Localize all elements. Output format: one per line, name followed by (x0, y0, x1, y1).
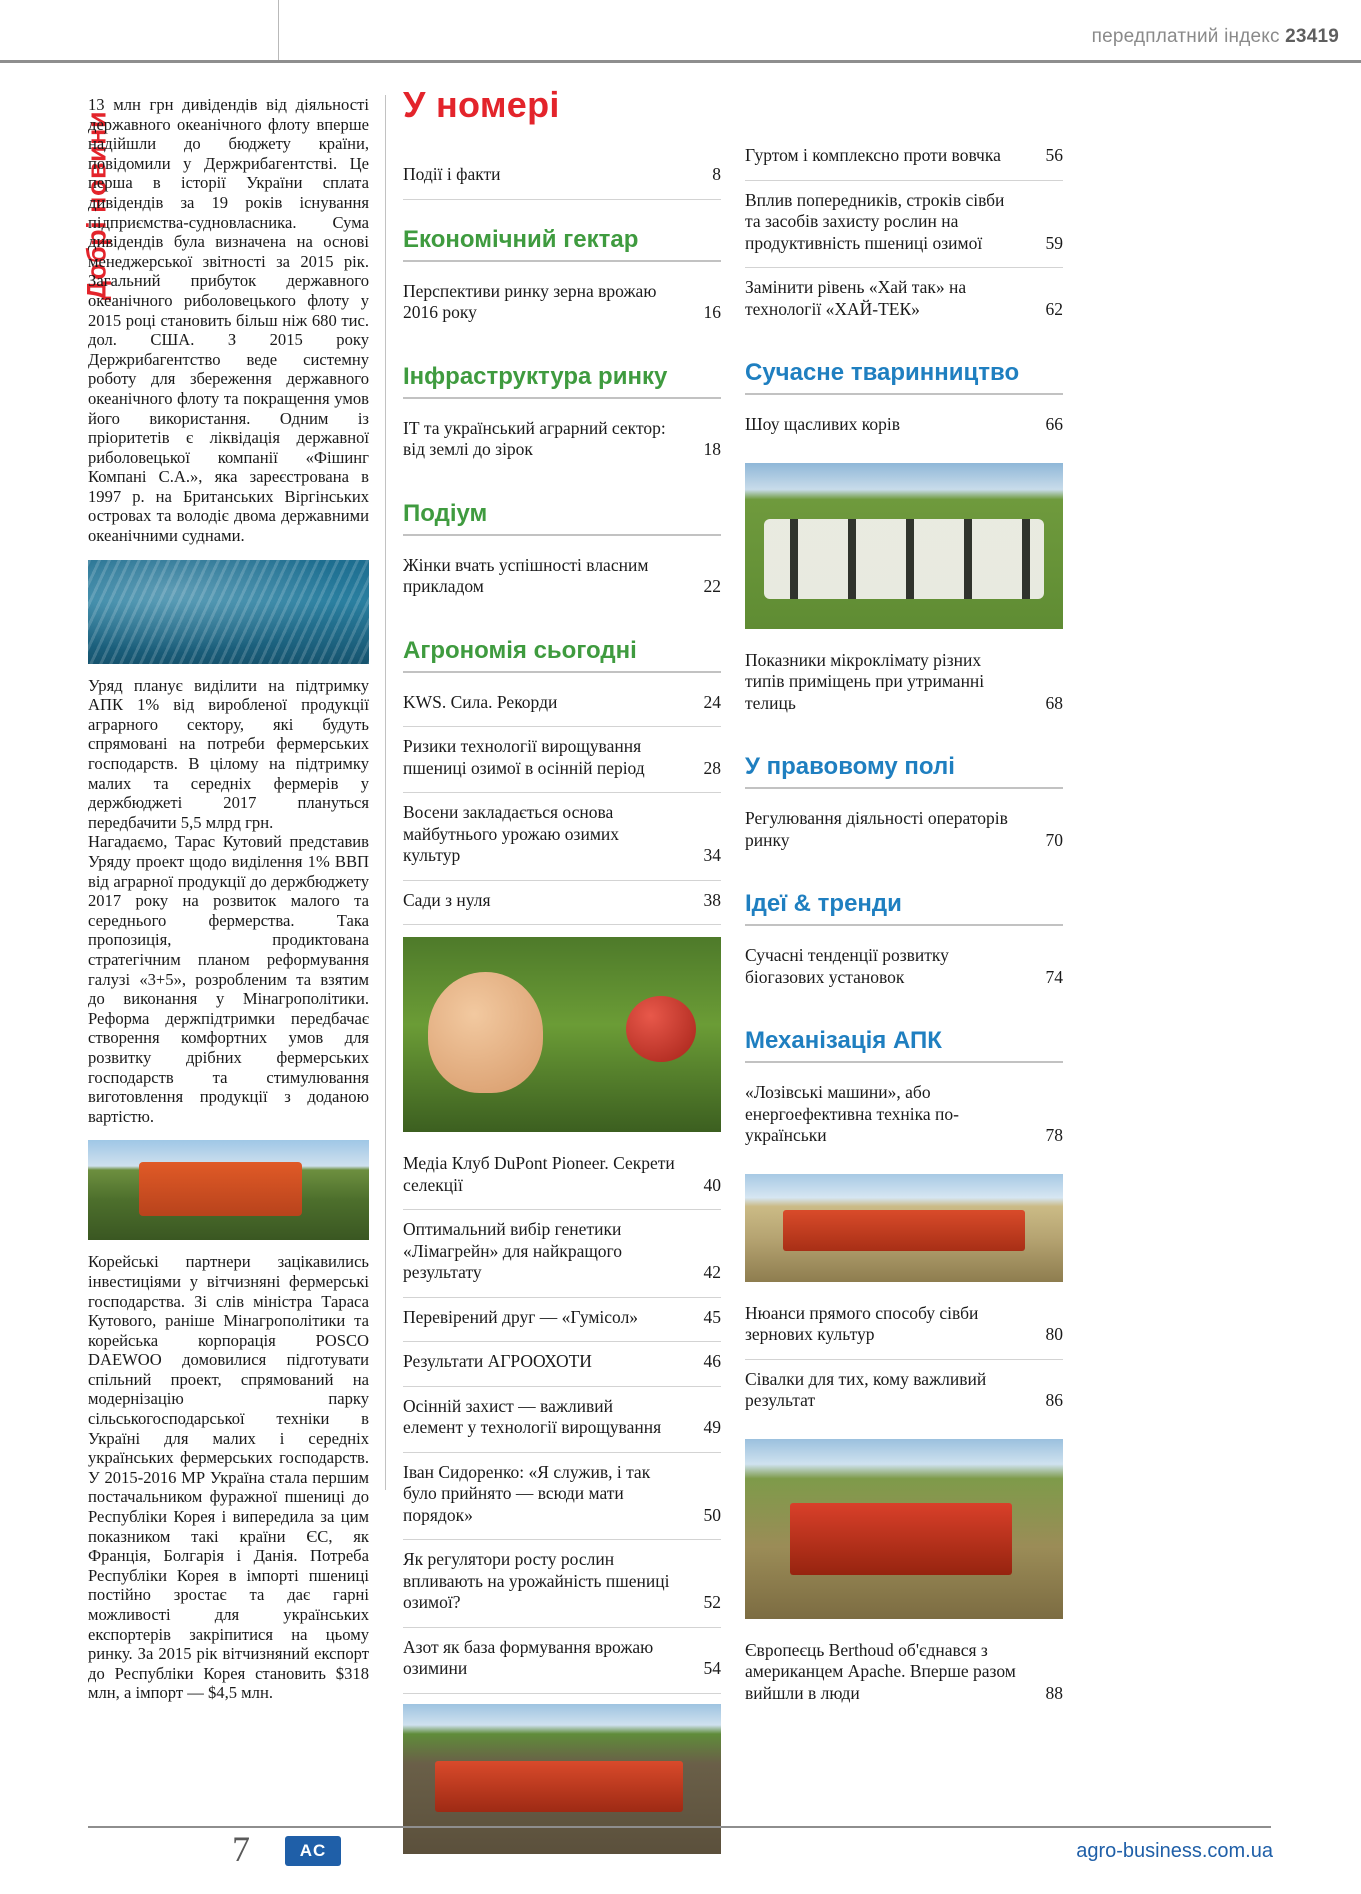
toc-entry-title: Гуртом і комплексно проти вовчка (745, 145, 1001, 165)
toc-entry-page: 88 (1045, 1682, 1063, 1703)
toc-entry-page: 78 (1045, 1125, 1063, 1145)
toc-entry-title: KWS. Сила. Рекорди (403, 691, 558, 712)
section-rule (745, 393, 1063, 395)
toc-entry-title: Азот як база формування врожаю озимини (403, 1636, 654, 1678)
toc-entry[interactable] (403, 1342, 721, 1387)
toc-entry-page: 38 (703, 889, 721, 910)
toc-entry[interactable] (403, 1453, 721, 1541)
toc-entry-title: Результати АГРООХОТИ (403, 1351, 592, 1371)
toc-entry-page: 8 (712, 164, 721, 184)
cows-show-photo (745, 463, 1063, 629)
seeder-in-field-photo (745, 1439, 1063, 1619)
subscription-label: передплатний індекс (1091, 26, 1280, 47)
toc-section-heading: Механізація АПК (745, 1027, 942, 1054)
toc-section-heading: Економічний гектар (403, 225, 639, 253)
section-rule (403, 534, 721, 536)
toc-entry-title: ІТ та український аграрний сектор: від землі до зірок (403, 417, 666, 459)
contents-column-right (745, 145, 1063, 1717)
toc-entry-title: Європеєць Berthoud об'єднався з американцем Apache. Вперше разом вийшли в люди (745, 1639, 1016, 1703)
school-of-fish-photo (88, 560, 369, 664)
toc-entry-title: Перевірений друг — «Гумісол» (403, 1306, 639, 1327)
toc-entry[interactable] (403, 1144, 721, 1210)
contents-title: У номері (403, 84, 560, 125)
toc-entry-page: 16 (703, 302, 721, 322)
toc-entry[interactable] (403, 1540, 721, 1628)
news-paragraph-1: 13 млн грн дивідендів від діяльності державного океанічного флоту вперше надійшли до бюджету країни, повідомили у Держрибагентстві. Це перша в історії України сплата дивідендів за 19 років існування підприємства-судновласника. Сума дивідендів була визначена на основі менеджерської звітності за 2015 рік. Загальний прибуток державного океанічного риболовецького флоту у 2015 році становить більш ніж 680 тис. дол. США. З 2015 року Держрибагентство веде системну роботу для збереження державного океанічного флоту та покращення умов його використання. Одним із пріоритетів є ліквідація державної риболовецької компанії «Фішинг Компані С.А.», яка зареєстрована в 1997 р. на Британських Віргінських островах та володіє двома державними океанічними суднами. (88, 95, 369, 546)
header-divider-vertical (278, 0, 279, 60)
toc-entry-title: Іван Сидоренко: «Я служив, і так було прийнято — всюди мати порядок» (403, 1461, 651, 1525)
news-column (88, 95, 369, 1703)
toc-entry-page: 66 (1045, 414, 1063, 434)
toc-entry[interactable] (403, 793, 721, 881)
toc-entry-title: Сівалки для тих, кому важливий результат (745, 1368, 987, 1410)
section-rule (745, 787, 1063, 789)
toc-entry-title: Регулювання діяльності операторів ринку (745, 808, 1008, 850)
website-link[interactable]: agro-business.com.ua (1076, 1840, 1273, 1862)
toc-section-heading: Агрономія сьогодні (403, 636, 637, 664)
column-divider (385, 95, 386, 1490)
toc-entry-title: Показники мікроклімату різних типів приміщень при утриманні телиць (745, 649, 985, 713)
toc-entry-title: Восени закладається основа майбутнього урожаю озимих культур (403, 802, 620, 865)
toc-section-heading: Сучасне тваринництво (745, 359, 1020, 386)
section-label-good-news: Добрі новини (81, 110, 112, 301)
section-rule (745, 924, 1063, 926)
section-rule (745, 1061, 1063, 1063)
page-number: 7 (232, 1829, 250, 1869)
toc-entry[interactable] (403, 164, 721, 200)
toc-entry-page: 86 (1045, 1390, 1063, 1410)
toc-entry-title: Ризики технології вирощування пшениці озимої в осінній період (403, 736, 645, 778)
toc-entry[interactable] (745, 1073, 1063, 1160)
toc-entry[interactable] (403, 1298, 721, 1343)
toc-entry[interactable] (745, 641, 1063, 728)
toc-entry[interactable] (403, 1628, 721, 1694)
footer-rule (88, 1826, 1271, 1828)
toc-entry[interactable] (403, 409, 721, 474)
toc-entry[interactable] (403, 727, 721, 793)
toc-entry-title: Нюанси прямого способу сівби зернових культур (745, 1302, 979, 1344)
toc-entry-title: «Лозівські машини», або енергоефективна техніка по-українськи (745, 1082, 959, 1145)
toc-entry-title: Події і факти (403, 164, 501, 184)
toc-entry[interactable] (745, 1360, 1063, 1425)
toc-entry-title: Жінки вчать успішності власним прикладом (403, 554, 649, 596)
subscription-number: 23419 (1285, 26, 1339, 47)
header-rule-left (0, 60, 278, 63)
toc-entry[interactable] (403, 272, 721, 337)
girl-with-apples-photo (403, 937, 721, 1132)
toc-entry-page: 59 (1045, 232, 1063, 253)
contents-column-left (403, 84, 721, 1866)
tractor-in-field-photo (88, 1140, 369, 1240)
toc-entry-page: 34 (703, 845, 721, 865)
toc-entry-title: Сади з нуля (403, 889, 491, 910)
toc-entry[interactable] (403, 683, 721, 728)
section-rule (403, 397, 721, 399)
toc-entry-page: 42 (703, 1262, 721, 1282)
toc-entry[interactable] (745, 1631, 1063, 1718)
toc-entry-title: Замінити рівень «Хай так» на технології «ХАЙ-ТЕК» (745, 277, 967, 319)
toc-entry-page: 45 (703, 1306, 721, 1327)
toc-entry-title: Перспективи ринку зерна врожаю 2016 року (403, 280, 657, 322)
toc-entry-page: 80 (1045, 1324, 1063, 1344)
toc-entry-page: 54 (703, 1658, 721, 1678)
toc-entry[interactable] (745, 799, 1063, 864)
toc-entry-page: 50 (703, 1504, 721, 1525)
toc-entry-page: 68 (1045, 692, 1063, 713)
toc-entry-page: 28 (703, 757, 721, 778)
toc-entry-page: 56 (1045, 145, 1063, 165)
toc-section-heading: Інфраструктура ринку (403, 362, 668, 390)
toc-entry-page: 40 (703, 1174, 721, 1195)
toc-entry[interactable] (745, 1294, 1063, 1360)
news-paragraph-2: Уряд планує виділити на підтримку АПК 1% від виробленої продукції аграрного сектору, які будуть спрямовані на потреби фермерських господарств. В цілому на підтримку малих та середніх фермерів у держбюджеті 2017 плануться передбачити 5,5 млрд грн. (88, 675, 369, 832)
toc-entry-page: 52 (703, 1592, 721, 1612)
news-paragraph-4: Корейські партнери зацікавились інвестиціями у вітчизняні фермерські господарства. Зі слів міністра Тараса Кутового, раніше Мінагрополітики та корейська корпорація POSCO DAEWOO домовилися підготувати спільний проект, спрямований на модернізацію парку сільськогосподарської техніки в Україні для малих і середніх українських фермерських господарств. У 2015-2016 МР Україна стала першим постачальником фуражної пшениці до Республіки Корея і випередила за цим показником такі країни ЄС, як Франція, Болгарія і Данія. Потреба Республіки Корея в імпорті пшениці постійно зростає та дає гарні можливості для українських експортерів закріпитися на цьому ринку. За 2015 рік вітчизняний експорт до Республіки Корея становить $318 млн, а імпорт — $4,5 млн. (88, 1252, 369, 1703)
toc-section-heading: Ідеї & тренди (745, 890, 902, 917)
toc-entry-title: Медіа Клуб DuPont Pioneer. Секрети селекції (403, 1153, 675, 1195)
toc-entry[interactable] (745, 405, 1063, 449)
toc-entry[interactable] (403, 1210, 721, 1298)
header-rule-main (278, 60, 1361, 63)
toc-entry[interactable] (745, 181, 1063, 269)
news-paragraph-3: Нагадаємо, Тарас Кутовий представив Уряду проект щодо виділення 1% ВВП від аграрної продукції до держбюджету 2017 року на розвиток малого та середнього фермерства. Така пропозиція, продиктована стратегічним планом реформування галузі «3+5», розробленим та взятим до виконання у Мінагрополітики. Реформа держпідтримки передбачає створення комфортних умов для розвитку дрібних фермерських господарств та стимулювання виготовлення продукції з доданою вартістю. (88, 832, 369, 1126)
toc-entry-page: 62 (1045, 298, 1063, 319)
section-rule (403, 260, 721, 262)
toc-entry-page: 46 (703, 1351, 721, 1371)
toc-entry[interactable] (403, 546, 721, 611)
toc-entry[interactable] (403, 1387, 721, 1453)
toc-entry-page: 49 (703, 1417, 721, 1437)
toc-entry[interactable] (745, 936, 1063, 1001)
section-rule (403, 671, 721, 673)
toc-entry-title: Як регулятори росту рослин впливають на урожайність пшениці озимої? (403, 1549, 670, 1612)
toc-entry[interactable] (403, 881, 721, 926)
sprayer-in-field-photo (403, 1704, 721, 1854)
toc-entry[interactable] (745, 145, 1063, 181)
toc-entry-title: Осінній захист — важливий елемент у технології вирощування (403, 1395, 662, 1437)
toc-entry-page: 74 (1045, 966, 1063, 987)
toc-entry[interactable] (745, 268, 1063, 333)
toc-entry-page: 70 (1045, 829, 1063, 850)
toc-section-heading: Подіум (403, 499, 488, 527)
toc-entry-page: 24 (703, 691, 721, 712)
tractor-cultivator-photo (745, 1174, 1063, 1282)
toc-entry-title: Оптимальний вибір генетики «Лімагрейн» для найкращого результату (403, 1219, 623, 1282)
subscription-index (1092, 26, 1339, 48)
toc-entry-title: Вплив попередників, строків сівби та засобів захисту рослин на продуктивність пшениці озимої (745, 189, 1005, 253)
toc-entry-page: 22 (703, 576, 721, 596)
toc-section-heading: У правовому полі (745, 753, 955, 780)
toc-entry-title: Сучасні тенденції розвитку біогазових установок (745, 945, 949, 987)
toc-entry-title: Шоу щасливих корів (745, 414, 900, 434)
magazine-logo: AC (285, 1836, 341, 1866)
toc-entry-page: 18 (703, 439, 721, 459)
